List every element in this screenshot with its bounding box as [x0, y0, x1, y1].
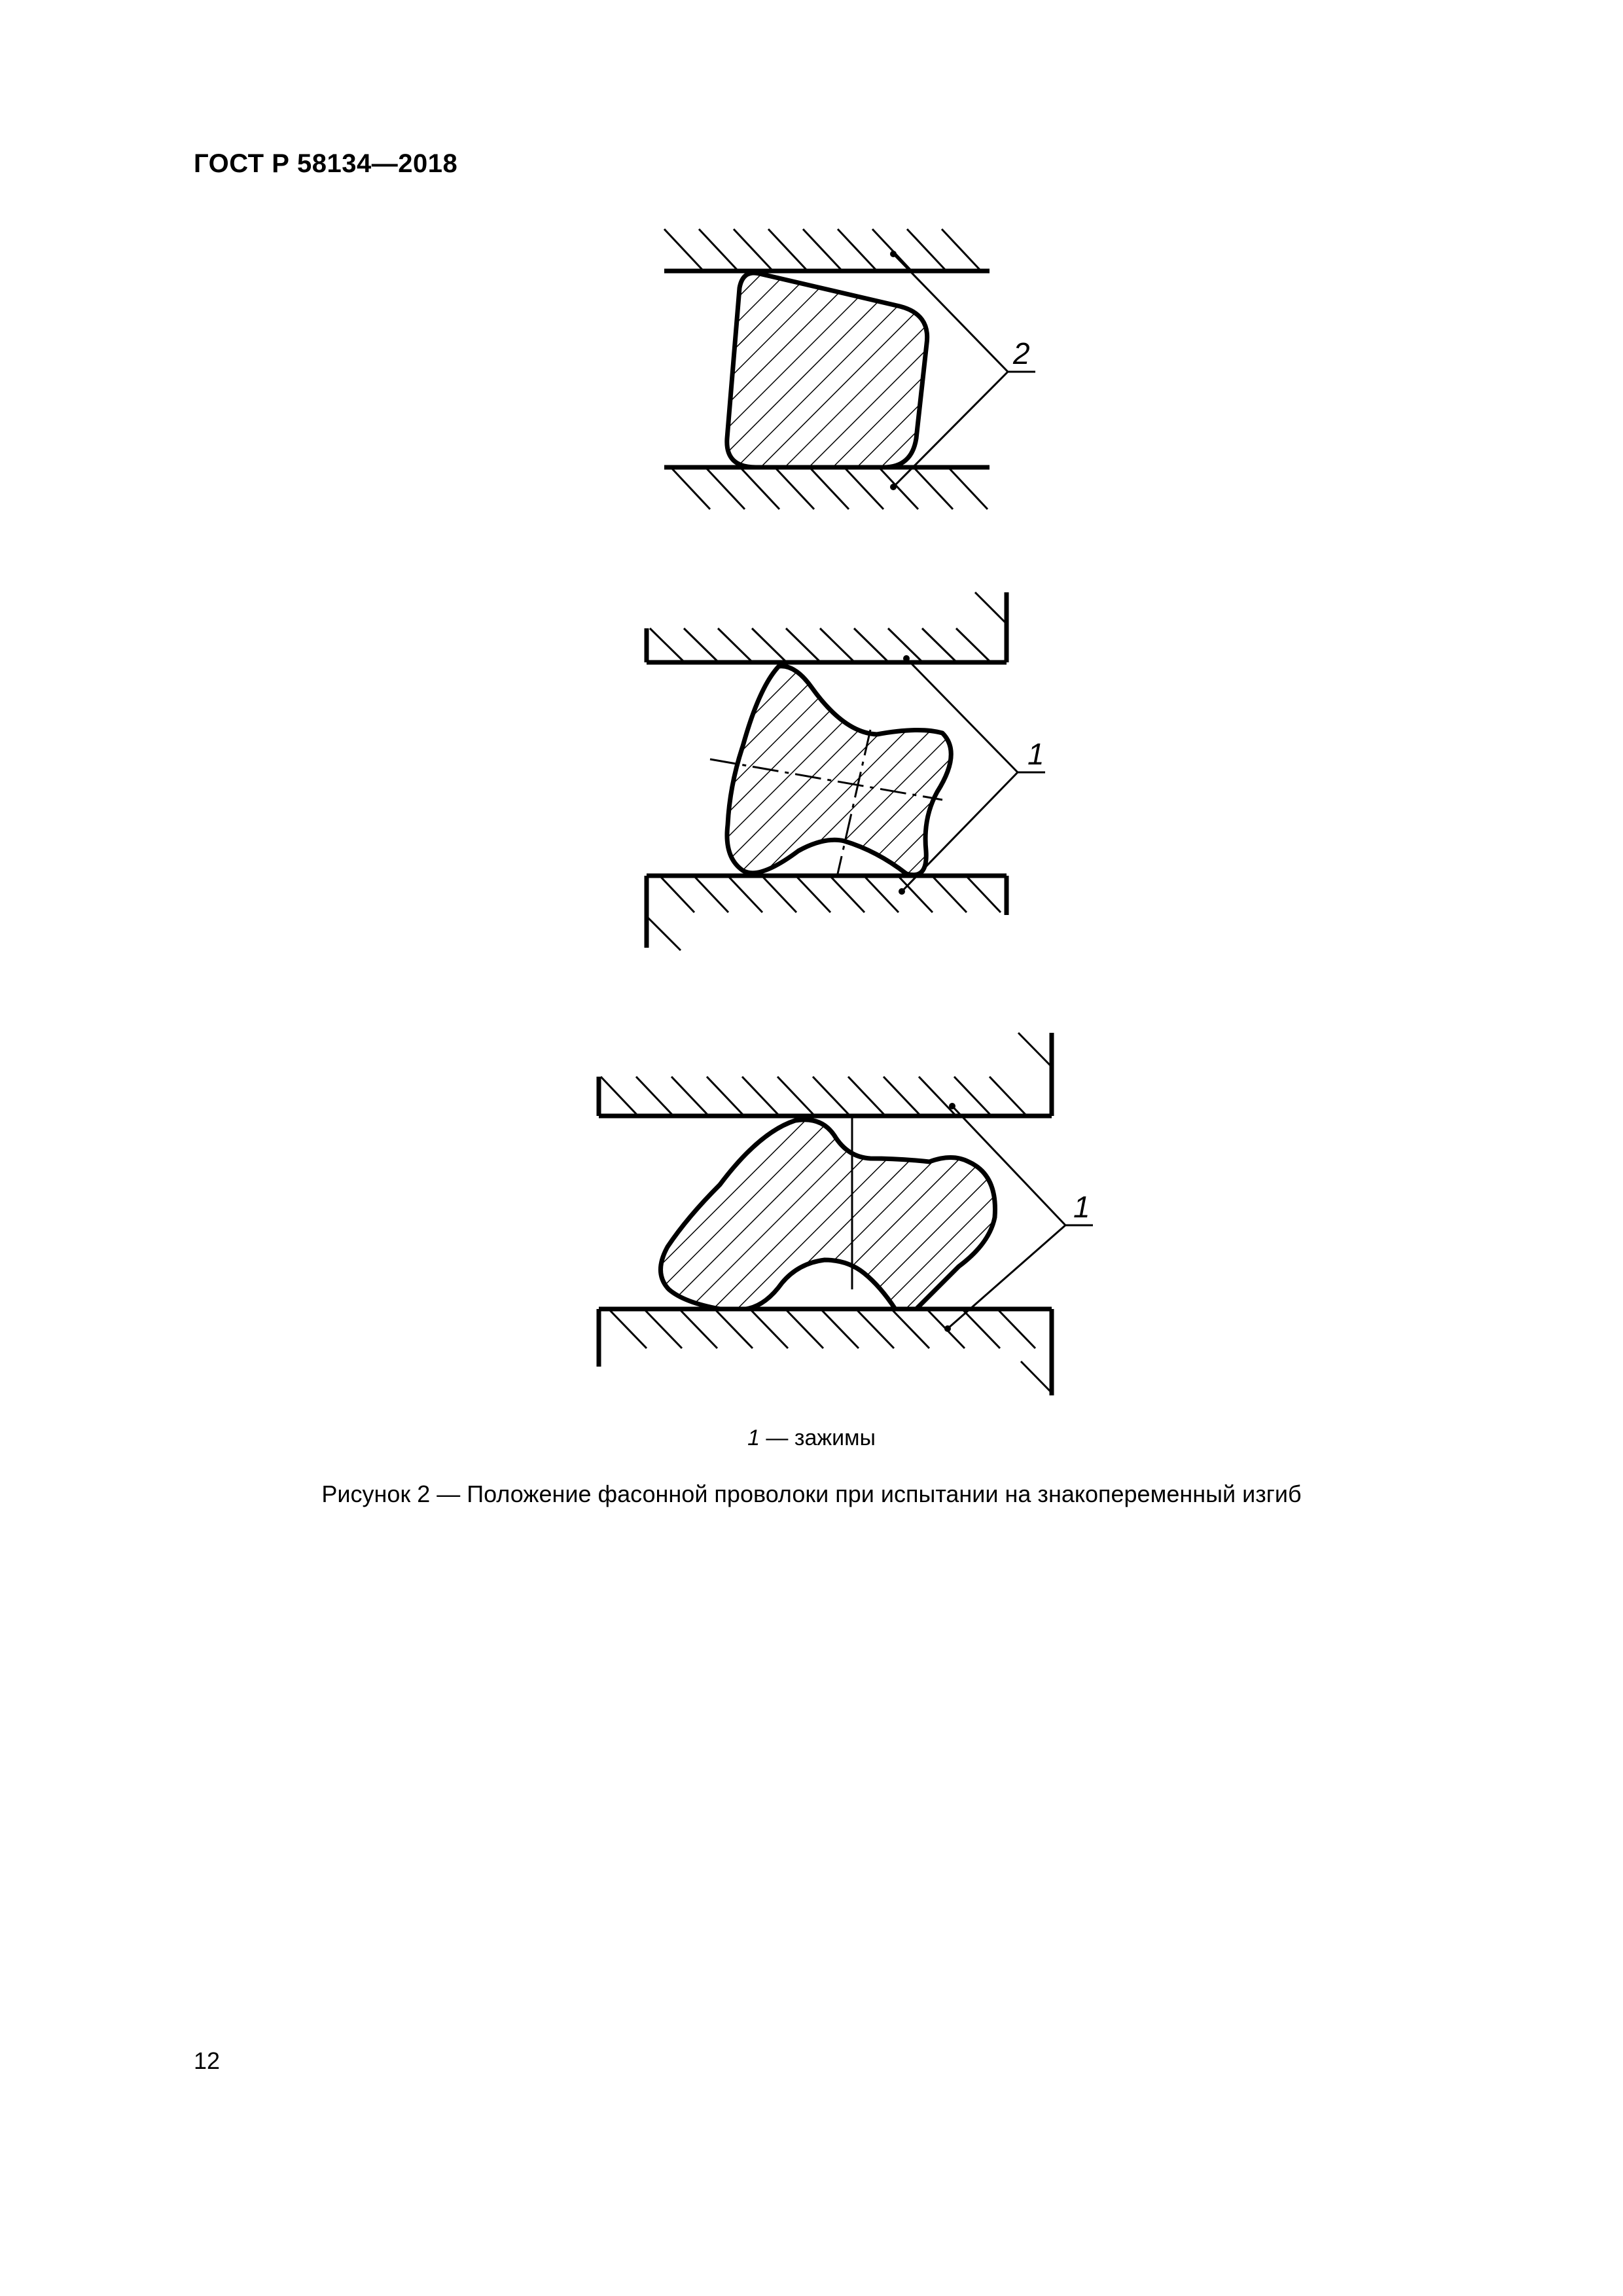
wire-section-square	[727, 273, 927, 467]
callout-label-middle: 1	[1027, 737, 1044, 771]
diagram-top	[664, 229, 1035, 509]
page-number: 12	[194, 2047, 221, 2074]
figure-legend	[0, 1426, 1623, 1451]
legend-number: 1	[747, 1426, 760, 1450]
callout-label-bottom: 1	[1073, 1190, 1090, 1224]
document-header: ГОСТ Р 58134—2018	[194, 149, 458, 178]
wire-section-shaped-level	[660, 1120, 995, 1309]
legend-text: — зажимы	[759, 1426, 876, 1450]
figure-caption: Рисунок 2 — Положение фасонной проволоки при испытании на знакопеременный изгиб	[321, 1480, 1302, 1507]
callout-label-top: 2	[1013, 336, 1030, 370]
wire-section-shaped-tilted	[727, 666, 951, 875]
diagram-bottom	[599, 1033, 1093, 1395]
diagram-middle	[647, 592, 1045, 950]
